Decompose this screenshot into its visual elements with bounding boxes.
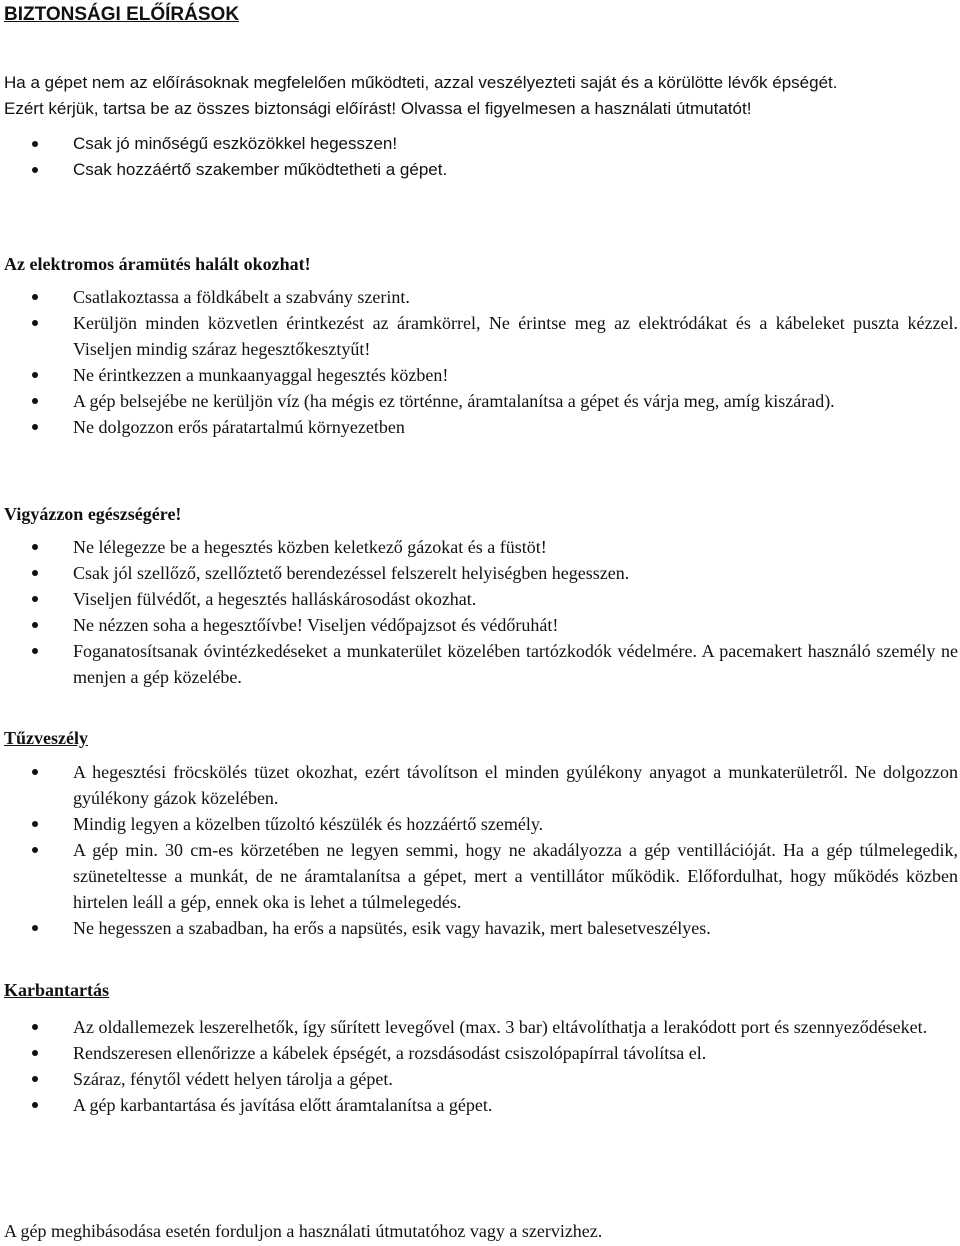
section-heading-health: Vigyázzon egészségére! [4,504,182,524]
bullet-icon [32,769,38,775]
list-item-text: A gép belsejébe ne kerüljön víz (ha mégis ez történne, áramtalanítsa a gépet és várja meg, amíg kiszárad). [73,391,835,411]
list-item-text: A gép karbantartása és javítása előtt áramtalanítsa a gépet. [73,1095,493,1115]
list-item-text: Száraz, fénytől védett helyen tárolja a gépet. [73,1069,393,1089]
list-item-text: Kerüljön minden közvetlen érintkezést az áramkörrel, Ne érintse meg az elektródákat és a kábeleket puszta kézzel. Viseljen mindig száraz hegesztőkesztyűt! [73,313,958,359]
list-item [0,1066,958,1092]
bullet-icon [32,424,38,430]
page-title: BIZTONSÁGI ELŐÍRÁSOK [4,4,240,25]
section-list-health [0,534,958,690]
list-item [0,915,958,941]
section-heading-electric: Az elektromos áramütés halált okozhat! [4,254,311,274]
intro-list [0,131,958,183]
bullet-icon [32,141,38,147]
list-item-text: Mindig legyen a közelben tűzoltó készülék és hozzáértő személy. [73,814,544,834]
list-item [0,388,958,414]
list-item-text: Foganatosítsanak óvintézkedéseket a munkaterület közelében tartózkodók védelmére. A pacemakert használó személy ne menjen a gép közelébe. [73,641,958,687]
list-item [0,362,958,388]
list-item-text: Ne érintkezzen a munkaanyaggal hegesztés közben! [73,365,449,385]
list-item [0,811,958,837]
list-item [0,560,958,586]
list-item [0,1014,958,1040]
bullet-icon [32,167,38,173]
bullet-icon [32,622,38,628]
list-item [0,310,958,362]
list-item [0,1092,958,1118]
bullet-icon [32,570,38,576]
list-item [0,586,958,612]
list-item [0,131,958,157]
list-item-text: Ne dolgozzon erős páratartalmú környezetben [73,417,405,437]
list-item-text: A hegesztési fröcskölés tüzet okozhat, ezért távolítson el minden gyúlékony anyagot a munkaterületről. Ne dolgozzon gyúlékony gázok közelében. [73,762,958,808]
list-item [0,534,958,560]
list-item [0,612,958,638]
bullet-icon [32,1024,38,1030]
list-item-text: Az oldallemezek leszerelhetők, így sűrített levegővel (max. 3 bar) eltávolíthatja a lerakódott port és szennyeződéseket. [73,1017,928,1037]
bullet-icon [32,372,38,378]
list-item [0,157,958,183]
bullet-icon [32,544,38,550]
section-heading-maintenance: Karbantartás [4,980,109,1000]
list-item [0,1040,958,1066]
section-list-maintenance [0,1014,958,1118]
section-heading-fire: Tűzveszély [4,728,88,748]
bullet-icon [32,847,38,853]
section-list-electric [0,284,958,440]
list-item [0,284,958,310]
list-item [0,414,958,440]
bullet-icon [32,294,38,300]
list-item-text: A gép min. 30 cm-es körzetében ne legyen semmi, hogy ne akadályozza a gép ventillációját. Ha a gép túlmelegedik, szüneteltesse a munkát, de ne áramtalanítsa a gépet, mert a ventillátor működik. Előfordulhat, hogy működés közben hirtelen leáll a gép, ennek oka is lehet a túlmelegedés. [73,840,958,912]
footer-note: A gép meghibásodása esetén forduljon a használati útmutatóhoz vagy a szervizhez. [4,1221,603,1241]
bullet-icon [32,648,38,654]
list-item-text: Csatlakoztassa a földkábelt a szabvány szerint. [73,287,410,307]
list-item-text: Csak hozzáértő szakember működtetheti a gépet. [73,160,448,179]
bullet-icon [32,1050,38,1056]
list-item-text: Ne nézzen soha a hegesztőívbe! Viseljen védőpajzsot és védőruhát! [73,615,559,635]
list-item [0,759,958,811]
list-item-text: Ne hegesszen a szabadban, ha erős a napsütés, esik vagy havazik, mert balesetveszélyes. [73,918,711,938]
section-list-fire [0,759,958,941]
bullet-icon [32,398,38,404]
bullet-icon [32,320,38,326]
bullet-icon [32,1102,38,1108]
list-item-text: Rendszeresen ellenőrizze a kábelek épségét, a rozsdásodást csiszolópapírral távolítsa el. [73,1043,707,1063]
list-item [0,837,958,915]
list-item-text: Csak jól szellőző, szellőztető berendezéssel felszerelt helyiségben hegesszen. [73,563,630,583]
intro-paragraph-line-1: Ha a gépet nem az előírásoknak megfelelően működteti, azzal veszélyezteti saját és a körülötte lévők épségét. [4,73,838,92]
bullet-icon [32,1076,38,1082]
bullet-icon [32,821,38,827]
list-item [0,638,958,690]
list-item-text: Csak jó minőségű eszközökkel hegesszen! [73,134,398,153]
list-item-text: Viseljen fülvédőt, a hegesztés halláskárosodást okozhat. [73,589,477,609]
bullet-icon [32,925,38,931]
intro-paragraph-line-2: Ezért kérjük, tartsa be az összes biztonsági előírást! Olvassa el figyelmesen a használati útmutatót! [4,99,752,118]
bullet-icon [32,596,38,602]
list-item-text: Ne lélegezze be a hegesztés közben keletkező gázokat és a füstöt! [73,537,547,557]
